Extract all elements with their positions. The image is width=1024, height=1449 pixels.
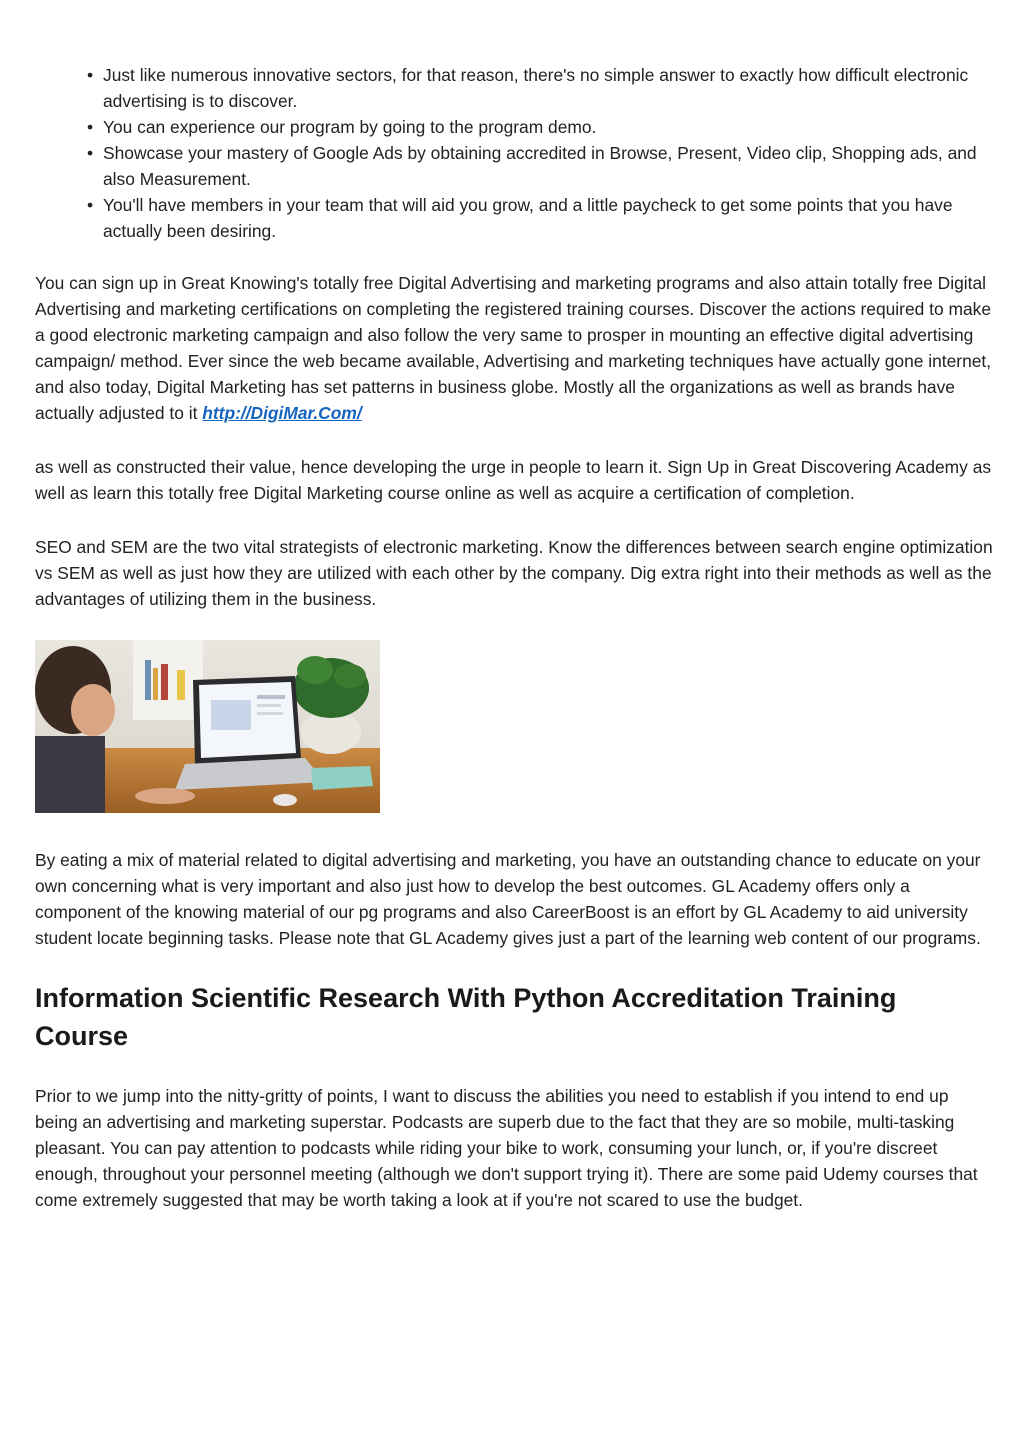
bullet-icon: • — [87, 143, 94, 163]
list-item — [87, 62, 993, 114]
list-item-text: Showcase your mastery of Google Ads by obtaining accredited in Browse, Present, Video clip, Shopping ads, and also Measurement. — [103, 143, 977, 189]
paragraph-value: as well as constructed their value, hence developing the urge in people to learn it. Sign Up in Great Discovering Academy as well as learn this totally free Digital Marketing course online as well as acquire a certification of completion. — [35, 457, 992, 503]
paragraph-gl-academy: By eating a mix of material related to digital advertising and marketing, you have an outstanding chance to educate on your own concerning what is very important and also just how to develop the best outcomes. GL Academy offers only a component of the knowing material of our pg programs and also CareerBoost is an effort by GL Academy to aid university student locate beginning tasks. Please note that GL Academy gives just a part of the learning web content of our programs. — [35, 850, 981, 948]
paragraph-sign-up — [35, 270, 993, 426]
list-item-text: You'll have members in your team that will aid you grow, and a little paycheck to get some points that you have actually been desiring. — [103, 195, 953, 241]
list-item — [87, 114, 993, 140]
article-body — [35, 62, 993, 1241]
paragraph-text: You can sign up in Great Knowing's totally free Digital Advertising and marketing programs and also attain totally free Digital Advertising and marketing certifications on completing the registered training courses. Discover the actions required to make a good electronic marketing campaign and also follow the very same to prosper in mounting an effective digital advertising campaign/ method. Ever since the web became available, Advertising and marketing techniques have actually gone internet, and also today, Digital Marketing has set patterns in business globe. Mostly all the organizations as well as brands have actually adjusted to it — [35, 273, 992, 423]
section-heading: Information Scientific Research With Python Accreditation Training Course — [35, 983, 897, 1051]
list-item-text: Just like numerous innovative sectors, for that reason, there's no simple answer to exactly how difficult electronic advertising is to discover. — [103, 65, 969, 111]
list-item-text: You can experience our program by going to the program demo. — [103, 117, 597, 137]
bullet-list — [35, 62, 993, 244]
woman-laptop-photo — [35, 640, 380, 813]
list-item — [87, 140, 993, 192]
bullet-icon: • — [87, 117, 94, 137]
digimar-link[interactable]: http://DigiMar.Com/ — [202, 403, 362, 423]
bullet-icon: • — [87, 195, 94, 215]
paragraph-podcasts: Prior to we jump into the nitty-gritty of points, I want to discuss the abilities you need to establish if you intend to end up being an advertising and marketing superstar. Podcasts are superb due to the fact that they are so mobile, multi-tasking pleasant. You can pay attention to podcasts while riding your bike to work, consuming your lunch, or, if you're discreet enough, throughout your personnel meeting (although we don't support trying it). There are some paid Udemy courses that come extremely suggested that may be worth taking a look at if you're not scared to use the budget. — [35, 1086, 978, 1210]
bullet-icon: • — [87, 65, 94, 85]
list-item — [87, 192, 993, 244]
paragraph-seo-sem: SEO and SEM are the two vital strategists of electronic marketing. Know the differences between search engine optimization vs SEM as well as just how they are utilized with each other by the company. Dig extra right into their methods as well as the advantages of utilizing them in the business. — [35, 537, 993, 609]
